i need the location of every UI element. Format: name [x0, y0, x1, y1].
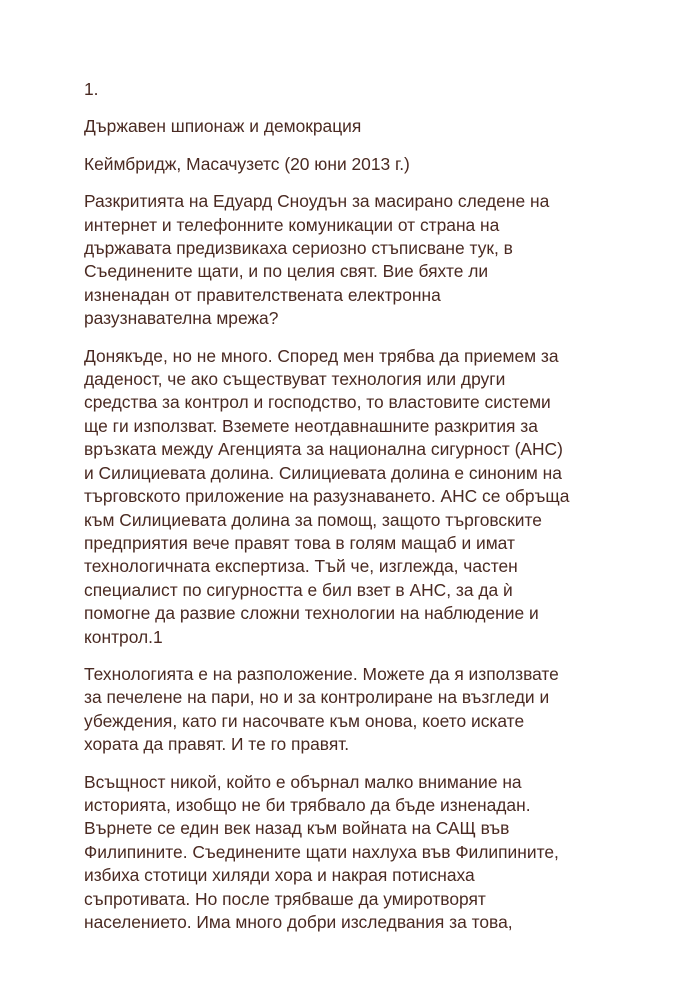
paragraph-question: [84, 190, 644, 330]
text-line: Филипините. Съединените щати нахлуха във Филипините,: [84, 841, 559, 862]
dateline-text: Кеймбридж, Масачузетс (20 юни 2013 г.): [84, 153, 410, 174]
text-line: помогне да развие сложни технологии на наблюдение и: [84, 603, 539, 624]
text-line: даденост, че ако съществуват технология или други: [84, 369, 506, 390]
body-text: [84, 78, 644, 948]
text-line: специалист по сигурността е бил взет в АНС, за да ѝ: [84, 579, 513, 600]
text-line: връзката между Агенцията за национална сигурност (АНС): [84, 439, 563, 460]
text-line: предприятия вече правят това в голям мащаб и имат: [84, 532, 515, 553]
chapter-number: [84, 78, 644, 101]
chapter-number-text: 1.: [84, 79, 99, 99]
chapter-title-text: Държавен шпионаж и демокрация: [84, 116, 362, 137]
text-line: разузнавателна мрежа?: [84, 308, 279, 329]
text-line: за печелене на пари, но и за контролиране на възгледи и: [84, 687, 550, 708]
dateline: [84, 153, 644, 176]
text-line: и Силициевата долина. Силициевата долина е синоним на: [84, 462, 562, 483]
text-line: Всъщност никой, който е обърнал малко внимание на: [84, 771, 522, 792]
text-line: контрол.1: [84, 626, 163, 647]
text-line: убеждения, като ги насочвате към онова, което искате: [84, 710, 525, 731]
chapter-title: [84, 115, 644, 138]
text-line: Разкритията на Едуард Сноудън за масирано следене на: [84, 191, 550, 212]
text-line: съпротивата. Но после трябваше да умиротворят: [84, 888, 486, 909]
text-line: изненадан от правителствената електронна: [84, 284, 441, 305]
text-line: държавата предизвикаха сериозно стъписване тук, в: [84, 238, 513, 259]
paragraph-answer-2: [84, 663, 644, 757]
text-line: Върнете се един век назад към войната на САЩ във: [84, 818, 510, 839]
paragraph-answer-3: [84, 771, 644, 935]
text-line: към Силициевата долина за помощ, защото търговските: [84, 509, 542, 530]
text-line: Съединените щати, и по целия свят. Вие бяхте ли: [84, 261, 489, 282]
text-line: Технологията е на разположение. Можете да я използвате: [84, 663, 559, 684]
text-line: хората да правят. И те го правят.: [84, 734, 350, 755]
paragraph-answer-1: [84, 345, 644, 649]
text-line: историята, изобщо не би трябвало да бъде изненадан.: [84, 794, 531, 815]
text-line: средства за контрол и господство, то властовите системи: [84, 392, 551, 413]
text-line: Донякъде, но не много. Според мен трябва да приемем за: [84, 345, 559, 366]
text-line: търговското приложение на разузнаването. АНС се обръща: [84, 486, 570, 507]
text-line: интернет и телефонните комуникации от страна на: [84, 214, 500, 235]
text-line: населението. Има много добри изследвания за това,: [84, 912, 513, 932]
text-line: ще ги използват. Вземете неотдавнашните разкрития за: [84, 415, 538, 436]
text-line: технологичната експертиза. Тъй че, изглежда, частен: [84, 556, 518, 577]
text-line: избиха стотици хиляди хора и накрая потиснаха: [84, 865, 475, 886]
